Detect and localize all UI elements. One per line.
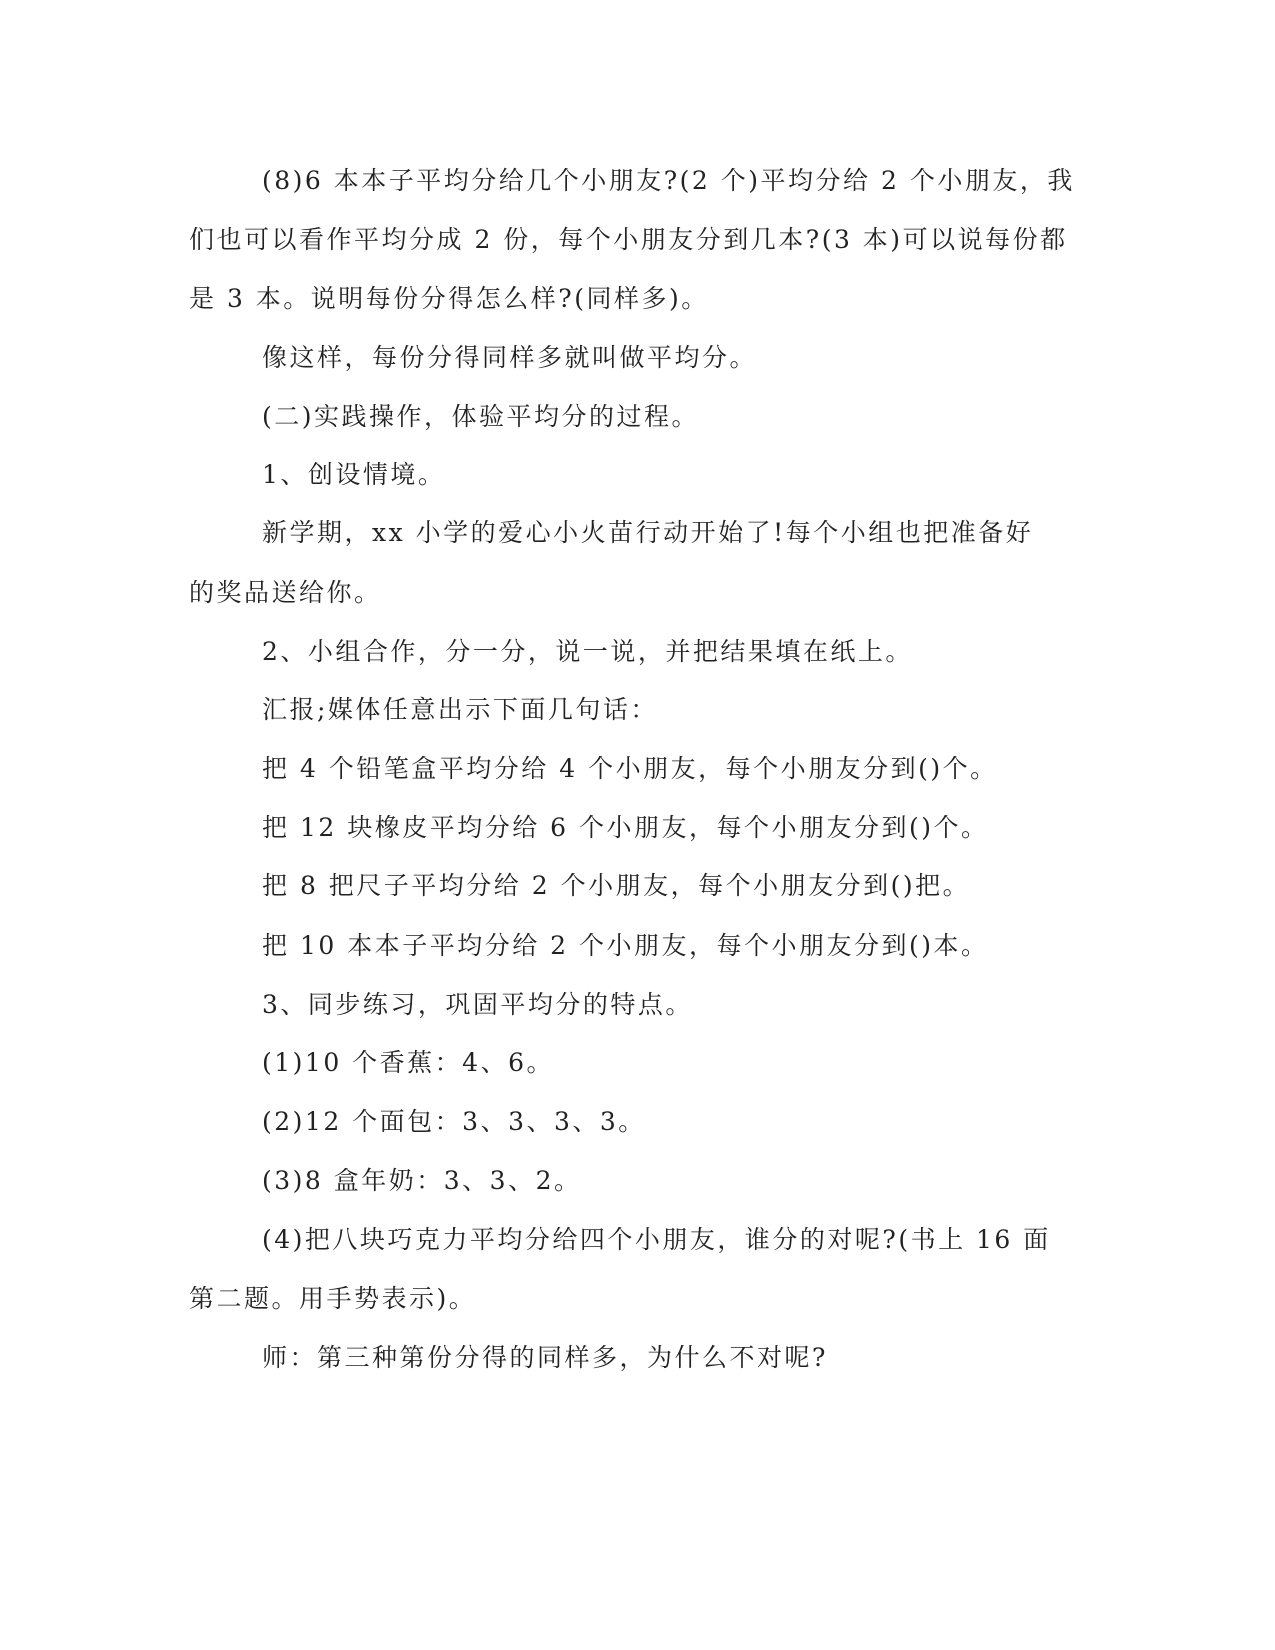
text-line: 3、同步练习，巩固平均分的特点。: [262, 990, 693, 1019]
text-line: (2)12 个面包：3、3、3、3。: [262, 1107, 646, 1136]
text-line: 的奖品送给你。: [189, 578, 382, 607]
text-line: 把 4 个铅笔盒平均分给 4 个小朋友，每个小朋友分到()个。: [262, 754, 998, 783]
text-line: 第二题。用手势表示)。: [189, 1284, 477, 1313]
text-line: 汇报;媒体任意出示下面几句话：: [262, 695, 658, 724]
text-line: 们也可以看作平均分成 2 份，每个小朋友分到几本?(3 本)可以说每份都: [189, 225, 1068, 254]
text-line: 把 12 块橡皮平均分给 6 个小朋友，每个小朋友分到()个。: [262, 813, 989, 842]
text-line: 2、小组合作，分一分，说一说，并把结果填在纸上。: [262, 637, 913, 666]
text-line: (4)把八块巧克力平均分给四个小朋友，谁分的对呢?(书上 16 面: [262, 1225, 1051, 1254]
text-line: (二)实践操作，体验平均分的过程。: [262, 402, 700, 431]
text-line: 把 10 本本子平均分给 2 个小朋友，每个小朋友分到()本。: [262, 931, 989, 960]
text-line: 1、创设情境。: [262, 460, 446, 489]
text-line: 像这样，每份分得同样多就叫做平均分。: [262, 343, 758, 372]
text-line: (3)8 盒年奶：3、3、2。: [262, 1166, 582, 1195]
text-line: 师：第三种第份分得的同样多，为什么不对呢?: [262, 1343, 828, 1372]
text-line: 新学期，xx 小学的爱心小火苗行动开始了!每个小组也把准备好: [262, 518, 1034, 547]
text-line: (8)6 本本子平均分给几个小朋友?(2 个)平均分给 2 个小朋友，我: [262, 166, 1075, 195]
text-line: 是 3 本。说明每份分得怎么样?(同样多)。: [189, 284, 709, 313]
text-line: 把 8 把尺子平均分给 2 个小朋友，每个小朋友分到()把。: [262, 871, 971, 900]
text-line: (1)10 个香蕉：4、6。: [262, 1048, 554, 1077]
